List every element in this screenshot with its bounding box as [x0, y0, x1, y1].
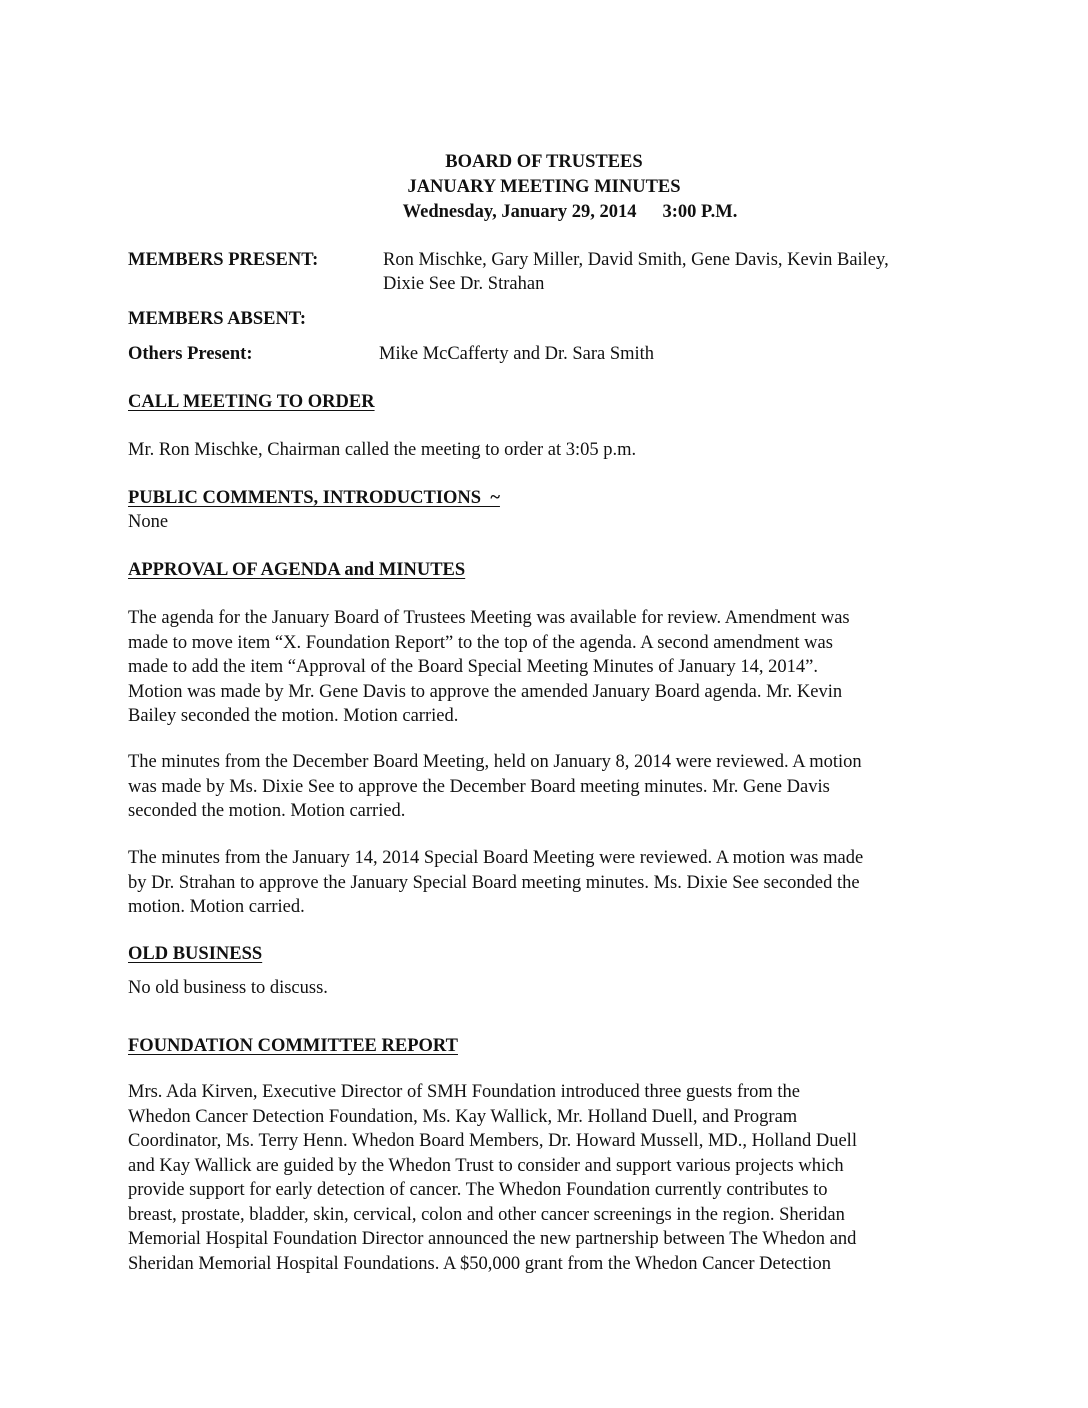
- foundation-report-heading: FOUNDATION COMMITTEE REPORT: [128, 1036, 458, 1056]
- approval-paragraph-1: The agenda for the January Board of Trustees Meeting was available for review. Amendment was made to move item “X. Foundation Report” to the top of the agenda. A second amendment was made to add the item “Approval of the Board Special Meeting Minutes of January 14, 2014”. Motion was made by Mr. Gene Davis to approve the amended January Board agenda. Mr. Kevin Bailey seconded the motion. Motion carried.: [128, 608, 850, 726]
- members-present-line1: Ron Mischke, Gary Miller, David Smith, Gene Davis, Kevin Bailey,: [383, 250, 889, 270]
- others-present-value: Mike McCafferty and Dr. Sara Smith: [379, 344, 655, 364]
- members-present-label: MEMBERS PRESENT:: [128, 250, 319, 270]
- members-present-line2: Dixie See Dr. Strahan: [383, 274, 545, 294]
- members-absent-label: MEMBERS ABSENT:: [128, 309, 307, 329]
- meeting-dateline: [0, 200, 1088, 225]
- call-to-order-heading: CALL MEETING TO ORDER: [128, 392, 375, 412]
- call-to-order-text: Mr. Ron Mischke, Chairman called the meeting to order at 3:05 p.m.: [128, 440, 637, 460]
- others-present-label: Others Present:: [128, 344, 253, 364]
- approval-heading: APPROVAL OF AGENDA and MINUTES: [128, 560, 466, 580]
- old-business-heading: OLD BUSINESS: [128, 944, 263, 964]
- approval-paragraph-2: The minutes from the December Board Meeting, held on January 8, 2014 were reviewed. A motion was made by Ms. Dixie See to approve the December Board meeting minutes. Mr. Gene Davis seconded the motion. Motion carried.: [128, 752, 862, 821]
- meeting-time: 3:00 P.M.: [662, 202, 738, 222]
- board-title: BOARD OF TRUSTEES: [445, 152, 643, 172]
- minutes-title: JANUARY MEETING MINUTES: [407, 177, 681, 197]
- meeting-date: Wednesday, January 29, 2014: [402, 202, 637, 222]
- approval-paragraph-3: The minutes from the January 14, 2014 Special Board Meeting were reviewed. A motion was made by Dr. Strahan to approve the January Special Board meeting minutes. Ms. Dixie See seconded the motion. Motion carried.: [128, 848, 864, 917]
- old-business-text: No old business to discuss.: [128, 978, 328, 998]
- public-comments-text: None: [128, 512, 169, 532]
- foundation-report-text: Mrs. Ada Kirven, Executive Director of SMH Foundation introduced three guests from the Whedon Cancer Detection Foundation, Ms. Kay Wallick, Mr. Holland Duell, and Program Coordinator, Ms. Terry Henn. Whedon Board Members, Dr. Howard Mussell, MD., Holland Duell and Kay Wallick are guided by the Whedon Trust to consider and support various projects which provide support for early detection of cancer. The Whedon Foundation currently contributes to breast, prostate, bladder, skin, cervical, colon and other cancer screenings in the region. Sheridan Memorial Hospital Foundation Director announced the new partnership between The Whedon and Sheridan Memorial Hospital Foundations. A $50,000 grant from the Whedon Cancer Detection: [128, 1082, 857, 1274]
- public-comments-heading: PUBLIC COMMENTS, INTRODUCTIONS ~: [128, 488, 500, 508]
- document-header: [0, 150, 1088, 225]
